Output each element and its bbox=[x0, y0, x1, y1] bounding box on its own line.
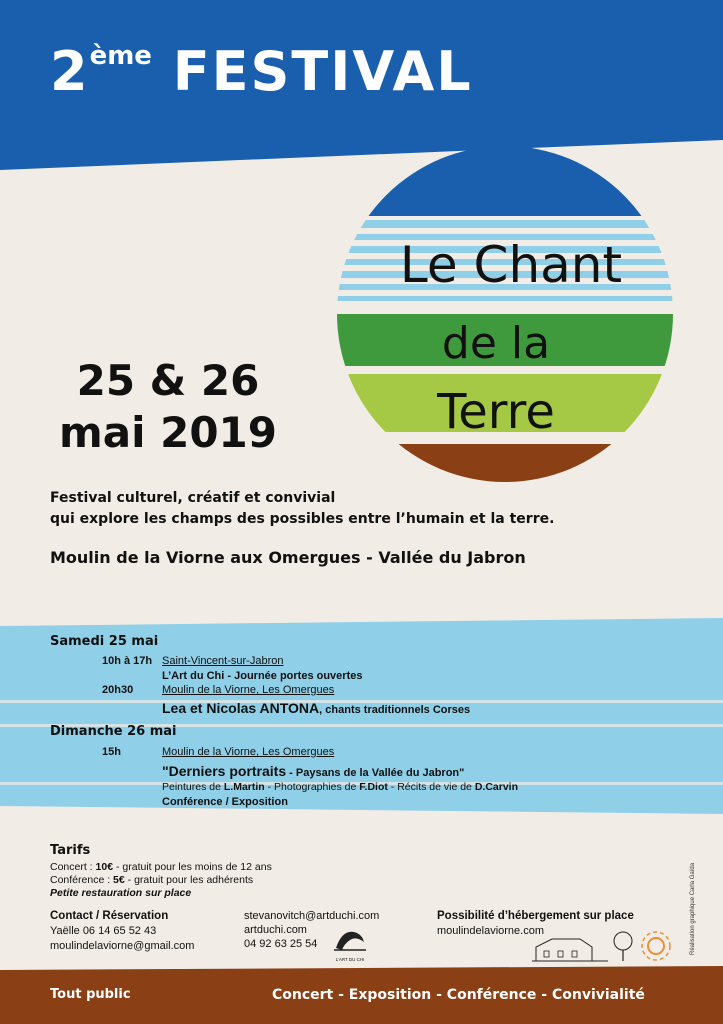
wave-icon bbox=[332, 926, 368, 952]
logo-line-2: de la bbox=[441, 318, 551, 369]
day2-event1-time: 15h bbox=[102, 746, 121, 758]
day-2-label: Dimanche 26 mai bbox=[50, 724, 177, 739]
tarif-conference bbox=[50, 874, 253, 886]
description-line-1: Festival culturel, créatif et convivial bbox=[50, 490, 336, 506]
tarif-label: Conférence : bbox=[50, 874, 114, 886]
description-line-2: qui explore les champs des possibles entre l’humain et la terre. bbox=[50, 511, 555, 527]
moulin-drawing bbox=[530, 935, 610, 963]
footer-tags: Concert - Exposition - Conférence - Convivialité bbox=[272, 987, 645, 1003]
day1-event1-title: L’Art du Chi - Journée portes ouvertes bbox=[162, 670, 363, 682]
house-icon bbox=[530, 935, 610, 963]
artduchi-site[interactable]: artduchi.com bbox=[244, 924, 307, 936]
restauration-note: Petite restauration sur place bbox=[50, 887, 192, 899]
dates-line-1: 25 & 26 bbox=[76, 356, 260, 405]
credits-text: Peintures de bbox=[162, 781, 224, 793]
day1-event2-subtitle: , chants traditionnels Corses bbox=[319, 704, 471, 716]
tarif-price: 5€ bbox=[113, 874, 125, 886]
festival-word: FESTIVAL bbox=[172, 40, 473, 103]
lodging-heading: Possibilité d’hébergement sur place bbox=[437, 910, 634, 922]
tree-icon bbox=[612, 930, 634, 962]
day2-event1-credits bbox=[162, 781, 518, 793]
audience-label: Tout public bbox=[50, 987, 131, 1002]
artduchi-logo bbox=[332, 926, 368, 962]
tarif-concert bbox=[50, 861, 272, 873]
day1-event2 bbox=[162, 700, 470, 718]
dates-line-2: mai 2019 bbox=[58, 408, 278, 457]
credits-name: D.Carvin bbox=[474, 781, 518, 793]
day-1-label: Samedi 25 mai bbox=[50, 634, 159, 649]
edition-number: 2 bbox=[50, 40, 90, 103]
day2-event1-subtitle: - Paysans de la Vallée du Jabron" bbox=[286, 767, 465, 779]
credits-name: L.Martin bbox=[223, 781, 265, 793]
day2-event1-type: Conférence / Exposition bbox=[162, 796, 288, 808]
sun-drawing bbox=[638, 930, 674, 962]
graphic-credit: Réalisation graphique Carla Gaïda bbox=[690, 862, 696, 955]
contact-heading: Contact / Réservation bbox=[50, 910, 169, 922]
tarif-note: - gratuit pour les adhérents bbox=[124, 874, 254, 886]
tarif-note: - gratuit pour les moins de 12 ans bbox=[113, 861, 272, 873]
day2-event1 bbox=[162, 763, 464, 781]
day1-event1-place: Saint-Vincent-sur-Jabron bbox=[162, 655, 284, 667]
day2-event1-place: Moulin de la Viorne, Les Omergues bbox=[162, 746, 335, 758]
edition-suffix: ème bbox=[89, 41, 152, 71]
tarif-label: Concert : bbox=[50, 861, 96, 873]
day1-event1-time: 10h à 17h bbox=[102, 655, 153, 667]
festival-logo bbox=[336, 146, 674, 482]
artduchi-logo-text: L’ART DU CHI bbox=[335, 957, 365, 962]
day1-event2-time: 20h30 bbox=[102, 684, 134, 696]
tarif-price: 10€ bbox=[95, 861, 114, 873]
festival-title bbox=[50, 40, 473, 103]
day1-event2-title: Lea et Nicolas ANTONA bbox=[162, 700, 320, 716]
contact-email[interactable]: moulindelaviorne@gmail.com bbox=[50, 940, 195, 952]
lodging-site[interactable]: moulindelaviorne.com bbox=[437, 925, 544, 937]
sun-icon bbox=[638, 930, 674, 962]
festival-dates bbox=[48, 355, 288, 459]
credits-text: - Photographies de bbox=[264, 781, 360, 793]
tarifs-heading: Tarifs bbox=[50, 843, 91, 858]
logo-line-3: Terre bbox=[437, 384, 555, 440]
day2-event1-title: "Derniers portraits bbox=[162, 763, 287, 779]
logo-line-1: Le Chant bbox=[399, 236, 623, 294]
artduchi-phone: 04 92 63 25 54 bbox=[244, 938, 318, 950]
artduchi-email[interactable]: stevanovitch@artduchi.com bbox=[244, 910, 380, 922]
credits-text: - Récits de vie de bbox=[387, 781, 475, 793]
venue-line: Moulin de la Viorne aux Omergues - Vallée du Jabron bbox=[50, 548, 526, 567]
tree-drawing bbox=[612, 930, 634, 962]
day1-event2-place: Moulin de la Viorne, Les Omergues bbox=[162, 684, 335, 696]
contact-phone: Yaëlle 06 14 65 52 43 bbox=[50, 925, 157, 937]
credits-name: F.Diot bbox=[359, 781, 388, 793]
